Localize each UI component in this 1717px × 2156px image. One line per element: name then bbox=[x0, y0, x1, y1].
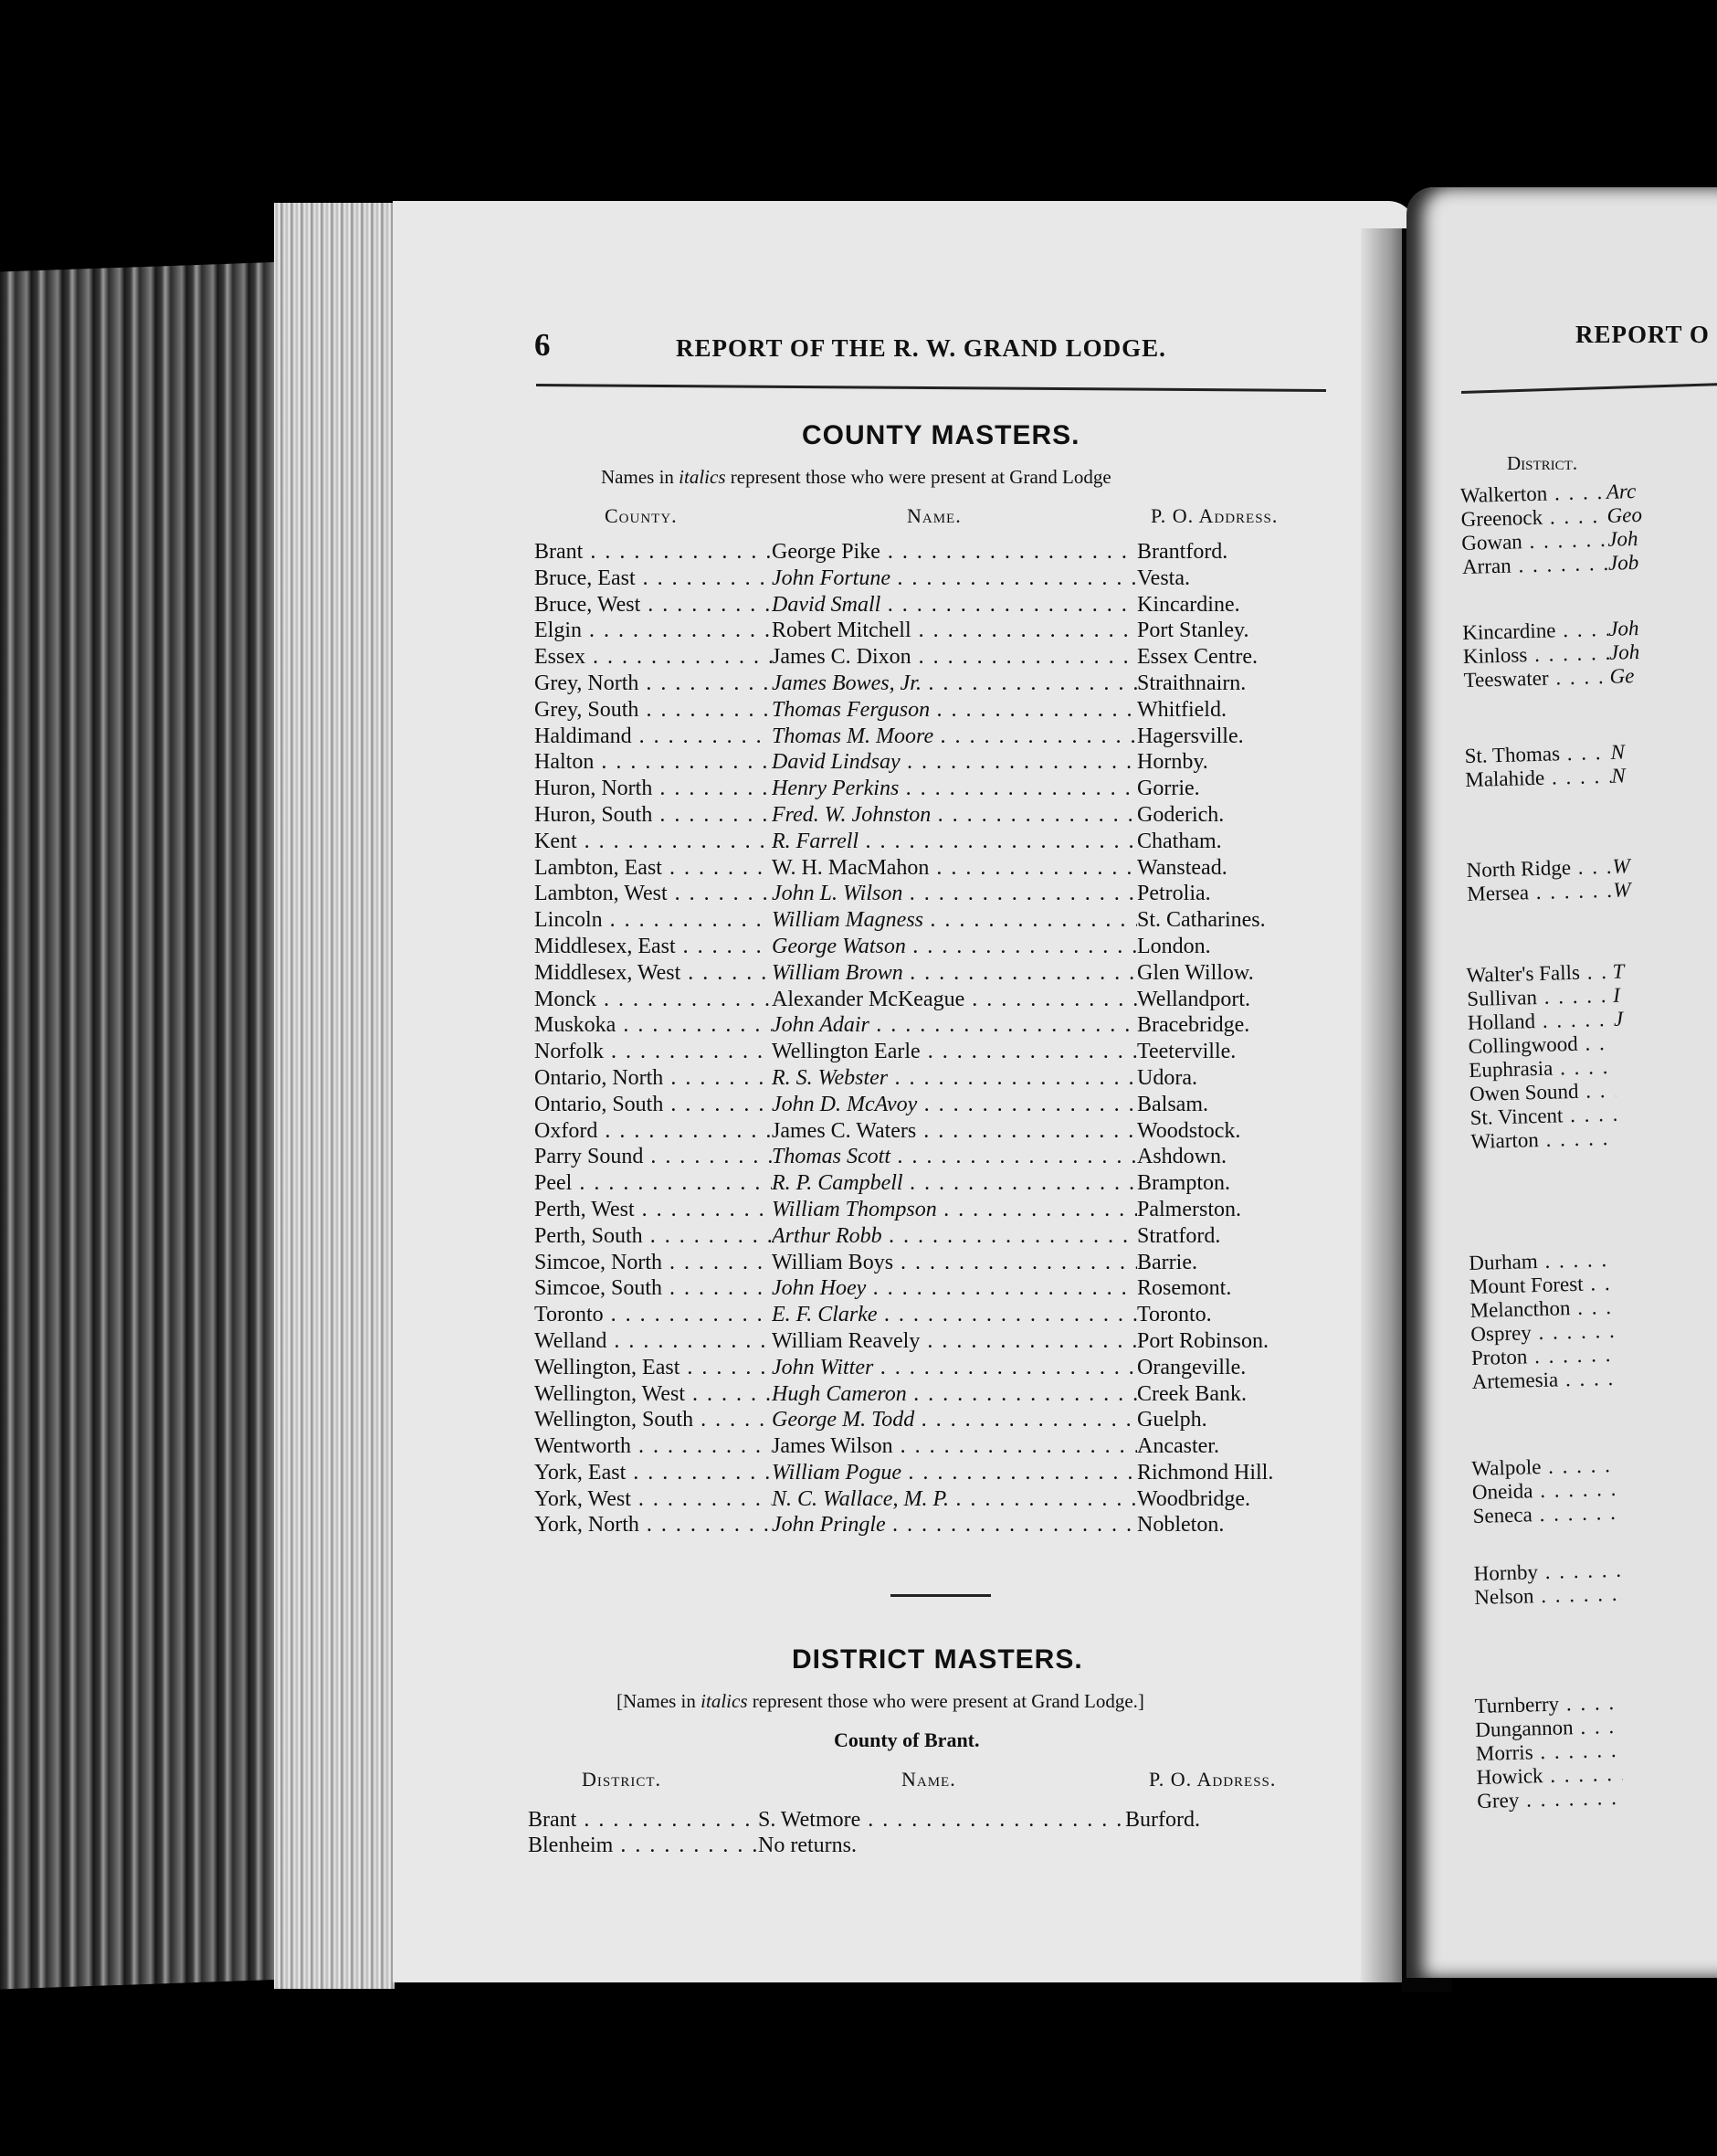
district-master-cell: S. Wetmore . . . bbox=[758, 1807, 1125, 1833]
county-cell: Muskoka . . . bbox=[534, 1012, 772, 1039]
district-name: Owen Sound . . . bbox=[1469, 1079, 1617, 1106]
master-name-cell: George M. Todd . . . bbox=[772, 1407, 1137, 1433]
address-cell: Orangeville. bbox=[1137, 1355, 1247, 1379]
county-row bbox=[534, 671, 1338, 697]
county-cell: Wellington, West . . . bbox=[534, 1381, 772, 1408]
header-rule bbox=[536, 384, 1326, 392]
district-list-item bbox=[1474, 1582, 1621, 1610]
master-name-cell: Alexander McKeague . . . bbox=[772, 987, 1137, 1013]
col-address: P. O. Address. bbox=[1151, 504, 1279, 527]
right-col-district: District. bbox=[1507, 452, 1578, 474]
county-cell: Oxford . . . bbox=[534, 1118, 772, 1145]
district-name: Teeswater . . . bbox=[1463, 665, 1610, 692]
running-header: REPORT OF THE R. W. GRAND LODGE. bbox=[676, 334, 1166, 362]
county-row bbox=[534, 1328, 1338, 1355]
county-cell: Brant . . . bbox=[534, 539, 772, 565]
district-list-item bbox=[1467, 878, 1631, 906]
county-cell: Essex . . . bbox=[534, 644, 772, 671]
county-note-italic: italics bbox=[679, 466, 726, 488]
address-cell: Toronto. bbox=[1137, 1303, 1212, 1327]
master-name-cell: David Lindsay . . . bbox=[772, 749, 1137, 776]
address-cell: Udora. bbox=[1137, 1065, 1197, 1090]
county-cell: Ontario, North . . . bbox=[534, 1065, 772, 1092]
county-note-text-end: represent those who were present at Grand Lodge bbox=[725, 466, 1111, 488]
district-name: North Ridge . . . bbox=[1466, 855, 1613, 882]
county-row bbox=[534, 1486, 1338, 1513]
master-name-cell: R. Farrell . . . bbox=[772, 829, 1137, 855]
address-cell: Brantford. bbox=[1137, 540, 1228, 564]
district-name: Walkerton . . . bbox=[1460, 481, 1607, 508]
district-list-item bbox=[1472, 1501, 1619, 1528]
county-cell: Perth, West . . . bbox=[534, 1197, 772, 1223]
address-cell: Ashdown. bbox=[1137, 1145, 1227, 1169]
truncated-name-fragment: W bbox=[1612, 854, 1631, 878]
master-name-cell: David Small . . . bbox=[772, 592, 1137, 618]
county-cell: York, North . . . bbox=[534, 1512, 772, 1538]
address-cell: Port Robinson. bbox=[1137, 1328, 1269, 1353]
county-row bbox=[534, 1302, 1338, 1328]
district-list-item bbox=[1477, 1786, 1624, 1813]
address-cell: Essex Centre. bbox=[1137, 645, 1258, 670]
county-row bbox=[534, 1065, 1338, 1092]
district-name: Proton . . . bbox=[1471, 1343, 1618, 1370]
district-name: Seneca . . . bbox=[1472, 1501, 1619, 1528]
county-note bbox=[601, 466, 1111, 489]
county-cell: Wentworth . . . bbox=[534, 1433, 772, 1460]
section-separator bbox=[890, 1594, 991, 1597]
district-list-item bbox=[1471, 1367, 1618, 1394]
master-name-cell: N. C. Wallace, M. P. . . . bbox=[772, 1486, 1137, 1513]
address-cell: Nobleton. bbox=[1137, 1513, 1225, 1538]
left-page bbox=[393, 201, 1416, 1982]
address-cell: Creek Bank. bbox=[1137, 1381, 1247, 1406]
county-cell: Lincoln . . . bbox=[534, 907, 772, 934]
district-note bbox=[616, 1690, 1144, 1713]
master-name-cell: John Pringle . . . bbox=[772, 1512, 1137, 1538]
address-cell: Gorrie. bbox=[1137, 777, 1200, 801]
address-cell: Hagersville. bbox=[1137, 724, 1244, 748]
address-cell: Rosemont. bbox=[1137, 1276, 1232, 1301]
address-cell: Straithnairn. bbox=[1137, 671, 1247, 695]
district-group bbox=[1469, 1248, 1618, 1394]
district-name: Hornby . . . bbox=[1473, 1559, 1620, 1586]
district-name: Greenock . . . bbox=[1460, 504, 1607, 532]
county-cell: Elgin . . . bbox=[534, 618, 772, 644]
master-name-cell: Wellington Earle . . . bbox=[772, 1039, 1137, 1065]
district-name: Melancthon . . . bbox=[1469, 1295, 1617, 1323]
master-name-cell: John Hoey . . . bbox=[772, 1275, 1137, 1302]
truncated-name-fragment: Joh bbox=[1608, 639, 1640, 664]
county-cell: Huron, South . . . bbox=[534, 802, 772, 829]
district-masters-title: DISTRICT MASTERS. bbox=[792, 1644, 1083, 1675]
county-cell: Simcoe, North . . . bbox=[534, 1250, 772, 1276]
county-row bbox=[534, 1092, 1338, 1118]
district-masters-table bbox=[528, 1807, 1332, 1858]
county-cell: Middlesex, West . . . bbox=[534, 960, 772, 987]
truncated-name-fragment: Geo bbox=[1606, 502, 1643, 527]
county-row bbox=[534, 987, 1338, 1013]
district-name: Wiarton . . . bbox=[1470, 1126, 1617, 1154]
county-row bbox=[534, 1197, 1338, 1223]
master-name-cell: R. P. Campbell . . . bbox=[772, 1170, 1137, 1197]
county-cell: Huron, North . . . bbox=[534, 776, 772, 802]
county-row bbox=[534, 724, 1338, 750]
county-cell: Simcoe, South . . . bbox=[534, 1275, 772, 1302]
county-cell: Parry Sound . . . bbox=[534, 1144, 772, 1170]
district-list-item bbox=[1462, 551, 1644, 579]
master-name-cell: George Watson . . . bbox=[772, 934, 1137, 960]
county-row bbox=[534, 907, 1338, 934]
district-group bbox=[1464, 740, 1626, 792]
district-name: Grey . . . bbox=[1477, 1786, 1624, 1813]
county-row bbox=[534, 1144, 1338, 1170]
district-list-item bbox=[1463, 664, 1640, 692]
district-master-cell: No returns. bbox=[758, 1834, 857, 1857]
district-name: Mount Forest . . . bbox=[1469, 1272, 1617, 1299]
county-cell: Monck . . . bbox=[534, 987, 772, 1013]
master-name-cell: W. H. MacMahon . . . bbox=[772, 855, 1137, 882]
county-cell: Norfolk . . . bbox=[534, 1039, 772, 1065]
address-cell: Port Stanley. bbox=[1137, 618, 1249, 643]
district-name: Artemesia . . . bbox=[1471, 1367, 1618, 1394]
district-name: Mersea . . . bbox=[1467, 879, 1614, 906]
county-cell: Lambton, West . . . bbox=[534, 881, 772, 907]
county-cell: Perth, South . . . bbox=[534, 1223, 772, 1250]
county-row bbox=[534, 1250, 1338, 1276]
district-name: Sullivan . . . bbox=[1467, 984, 1614, 1011]
county-row bbox=[534, 565, 1338, 592]
district-name: Kinloss . . . bbox=[1463, 641, 1610, 669]
county-row bbox=[534, 802, 1338, 829]
master-name-cell: George Pike . . . bbox=[772, 539, 1137, 565]
address-cell: Hornby. bbox=[1137, 750, 1208, 775]
district-name: Morris . . . bbox=[1476, 1739, 1623, 1766]
master-name-cell: Hugh Cameron . . . bbox=[772, 1381, 1137, 1408]
district-cell: Blenheim . . . bbox=[528, 1833, 758, 1858]
master-name-cell: William Thompson . . . bbox=[772, 1197, 1137, 1223]
county-cell: Bruce, East . . . bbox=[534, 565, 772, 592]
county-note-text: Names in bbox=[601, 466, 679, 488]
address-cell: Kincardine. bbox=[1137, 592, 1240, 617]
address-cell: Stratford. bbox=[1137, 1223, 1221, 1248]
master-name-cell: James C. Waters . . . bbox=[772, 1118, 1137, 1145]
county-cell: Welland . . . bbox=[534, 1328, 772, 1355]
address-cell: Barrie. bbox=[1137, 1250, 1197, 1274]
truncated-name-fragment: Joh bbox=[1606, 526, 1638, 551]
master-name-cell: James Bowes, Jr. . . . bbox=[772, 671, 1137, 697]
address-cell: Vesta. bbox=[1137, 565, 1190, 590]
master-name-cell: John Fortune . . . bbox=[772, 565, 1137, 592]
district-name: Nelson . . . bbox=[1474, 1582, 1621, 1610]
county-cell: Grey, North . . . bbox=[534, 671, 772, 697]
county-row bbox=[534, 539, 1338, 565]
district-name: Dungannon . . . bbox=[1475, 1715, 1622, 1742]
district-subheading: County of Brant. bbox=[834, 1728, 980, 1751]
county-cell: Kent . . . bbox=[534, 829, 772, 855]
district-note-text-end: represent those who were present at Grand Lodge.] bbox=[747, 1690, 1144, 1712]
county-row bbox=[534, 829, 1338, 855]
right-page bbox=[1406, 187, 1717, 1978]
page-number: 6 bbox=[534, 327, 551, 363]
county-cell: Lambton, East . . . bbox=[534, 855, 772, 882]
district-group bbox=[1460, 480, 1644, 579]
address-cell: Balsam. bbox=[1137, 1092, 1208, 1116]
district-name: St. Vincent . . . bbox=[1469, 1103, 1617, 1130]
county-masters-table bbox=[534, 539, 1338, 1538]
col-district: District. bbox=[582, 1768, 662, 1791]
district-cell: Brant . . . bbox=[528, 1807, 758, 1833]
county-row bbox=[534, 1039, 1338, 1065]
truncated-name-fragment: Joh bbox=[1607, 616, 1639, 640]
master-name-cell: William Reavely . . . bbox=[772, 1328, 1137, 1355]
county-row bbox=[534, 1381, 1338, 1408]
county-row bbox=[534, 1118, 1338, 1145]
county-cell: Bruce, West . . . bbox=[534, 592, 772, 618]
district-group bbox=[1473, 1559, 1620, 1610]
address-cell: Richmond Hill. bbox=[1137, 1460, 1274, 1485]
address-cell: Chatham. bbox=[1137, 829, 1222, 853]
address-cell: Goderich. bbox=[1137, 802, 1225, 827]
address-cell: Whitfield. bbox=[1137, 697, 1227, 722]
county-row bbox=[534, 776, 1338, 802]
master-name-cell: Henry Perkins . . . bbox=[772, 776, 1137, 802]
address-cell: Wellandport. bbox=[1137, 987, 1251, 1011]
county-row bbox=[534, 881, 1338, 907]
address-cell: Brampton. bbox=[1137, 1171, 1230, 1196]
master-name-cell: Fred. W. Johnston . . . bbox=[772, 802, 1137, 829]
truncated-name-fragment: N bbox=[1610, 764, 1626, 787]
county-row bbox=[534, 934, 1338, 960]
district-note-italic: italics bbox=[700, 1690, 748, 1712]
district-name: Euphrasia . . . bbox=[1469, 1055, 1616, 1083]
county-row bbox=[534, 1275, 1338, 1302]
county-masters-title: COUNTY MASTERS. bbox=[802, 420, 1080, 450]
master-name-cell: R. S. Webster . . . bbox=[772, 1065, 1137, 1092]
county-cell: Wellington, South . . . bbox=[534, 1407, 772, 1433]
district-name: Howick . . . bbox=[1476, 1762, 1623, 1790]
address-cell: Woodstock. bbox=[1137, 1118, 1241, 1143]
district-name: Turnberry . . . bbox=[1474, 1691, 1621, 1718]
district-group bbox=[1466, 960, 1628, 1154]
county-cell: Toronto . . . bbox=[534, 1302, 772, 1328]
county-cell: York, East . . . bbox=[534, 1460, 772, 1486]
district-group bbox=[1466, 854, 1630, 906]
truncated-name-fragment: Job bbox=[1607, 550, 1639, 575]
address-cell: Petrolia. bbox=[1137, 882, 1211, 906]
district-list-item bbox=[1465, 764, 1626, 792]
address-cell: Guelph. bbox=[1137, 1408, 1207, 1432]
district-name: Gowan . . . bbox=[1461, 528, 1608, 555]
district-address-cell: Burford. bbox=[1125, 1808, 1200, 1832]
truncated-name-fragment: J bbox=[1613, 1007, 1624, 1030]
address-cell: Bracebridge. bbox=[1137, 1013, 1250, 1038]
truncated-name-fragment: Arc bbox=[1606, 479, 1637, 503]
county-cell: Haldimand . . . bbox=[534, 724, 772, 750]
district-note-text: [Names in bbox=[616, 1690, 701, 1712]
county-row bbox=[534, 1223, 1338, 1250]
address-cell: Woodbridge. bbox=[1137, 1486, 1251, 1511]
master-name-cell: Thomas Ferguson . . . bbox=[772, 697, 1137, 724]
col-district-address: P. O. Address. bbox=[1149, 1768, 1277, 1791]
address-cell: Glen Willow. bbox=[1137, 960, 1254, 985]
district-name: Osprey . . . bbox=[1470, 1319, 1617, 1347]
county-row bbox=[534, 1012, 1338, 1039]
district-name: St. Thomas . . . bbox=[1464, 741, 1611, 768]
address-cell: Wanstead. bbox=[1137, 855, 1227, 880]
master-name-cell: Arthur Robb . . . bbox=[772, 1223, 1137, 1250]
address-cell: Teeterville. bbox=[1137, 1040, 1237, 1064]
county-row bbox=[534, 592, 1338, 618]
truncated-name-fragment: I bbox=[1612, 983, 1621, 1007]
master-name-cell: William Magness . . . bbox=[772, 907, 1137, 934]
address-cell: London. bbox=[1137, 934, 1211, 958]
master-name-cell: William Brown . . . bbox=[772, 960, 1137, 987]
master-name-cell: John L. Wilson . . . bbox=[772, 881, 1137, 907]
district-group bbox=[1462, 617, 1640, 692]
col-name: Name. bbox=[907, 504, 962, 527]
district-row bbox=[528, 1807, 1332, 1833]
district-name: Arran . . . bbox=[1462, 552, 1609, 579]
address-cell: St. Catharines. bbox=[1137, 908, 1266, 933]
county-cell: Halton . . . bbox=[534, 749, 772, 776]
district-group bbox=[1471, 1453, 1619, 1528]
county-row bbox=[534, 618, 1338, 644]
county-row bbox=[534, 1170, 1338, 1197]
district-name: Collingwood . . . bbox=[1468, 1031, 1615, 1059]
truncated-name-fragment: W bbox=[1612, 878, 1631, 902]
col-county: County. bbox=[605, 504, 678, 527]
right-running-header: REPORT O bbox=[1575, 321, 1710, 348]
county-row bbox=[534, 960, 1338, 987]
master-name-cell: James C. Dixon . . . bbox=[772, 644, 1137, 671]
county-cell: Ontario, South . . . bbox=[534, 1092, 772, 1118]
truncated-name-fragment: Ge bbox=[1609, 664, 1635, 688]
county-cell: Middlesex, East . . . bbox=[534, 934, 772, 960]
district-name: Durham . . . bbox=[1469, 1248, 1616, 1275]
county-cell: Wellington, East . . . bbox=[534, 1355, 772, 1381]
master-name-cell: William Pogue . . . bbox=[772, 1460, 1137, 1486]
master-name-cell: Thomas Scott . . . bbox=[772, 1144, 1137, 1170]
col-district-name: Name. bbox=[901, 1768, 956, 1791]
district-row bbox=[528, 1833, 1332, 1858]
truncated-name-fragment: N bbox=[1610, 740, 1626, 764]
county-row bbox=[534, 1433, 1338, 1460]
county-row bbox=[534, 1460, 1338, 1486]
district-name: Walpole . . . bbox=[1471, 1453, 1618, 1481]
county-row bbox=[534, 855, 1338, 882]
master-name-cell: James Wilson . . . bbox=[772, 1433, 1137, 1460]
district-name: Oneida . . . bbox=[1472, 1477, 1619, 1505]
master-name-cell: William Boys . . . bbox=[772, 1250, 1137, 1276]
county-row bbox=[534, 1407, 1338, 1433]
master-name-cell: Robert Mitchell . . . bbox=[772, 618, 1137, 644]
district-name: Kincardine . . . bbox=[1462, 618, 1609, 645]
master-name-cell: John Witter . . . bbox=[772, 1355, 1137, 1381]
master-name-cell: John Adair . . . bbox=[772, 1012, 1137, 1039]
county-cell: Peel . . . bbox=[534, 1170, 772, 1197]
district-name: Malahide . . . bbox=[1465, 765, 1612, 792]
county-cell: York, West . . . bbox=[534, 1486, 772, 1513]
address-cell: Palmerston. bbox=[1137, 1197, 1241, 1221]
county-row bbox=[534, 644, 1338, 671]
right-header-rule bbox=[1461, 383, 1717, 394]
county-row bbox=[534, 697, 1338, 724]
county-row bbox=[534, 749, 1338, 776]
address-cell: Ancaster. bbox=[1137, 1434, 1219, 1459]
district-name: Holland . . . bbox=[1468, 1008, 1615, 1035]
truncated-name-fragment: T bbox=[1612, 959, 1625, 983]
county-row bbox=[534, 1512, 1338, 1538]
county-cell: Grey, South . . . bbox=[534, 697, 772, 724]
district-list-item bbox=[1470, 1126, 1628, 1154]
page-edges bbox=[274, 203, 395, 1989]
master-name-cell: Thomas M. Moore . . . bbox=[772, 724, 1137, 750]
district-name: Walter's Falls . . . bbox=[1466, 960, 1613, 988]
county-row bbox=[534, 1355, 1338, 1381]
master-name-cell: E. F. Clarke . . . bbox=[772, 1302, 1137, 1328]
master-name-cell: John D. McAvoy . . . bbox=[772, 1092, 1137, 1118]
district-group bbox=[1474, 1691, 1623, 1813]
